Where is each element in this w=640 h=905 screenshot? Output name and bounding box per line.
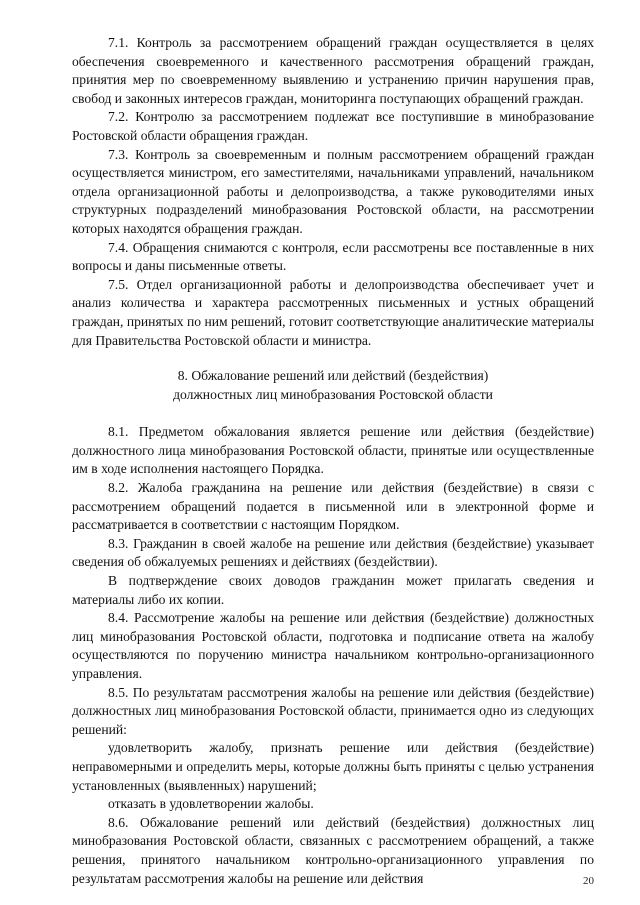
section-8-heading-line-1: 8. Обжалование решений или действий (бездействия) xyxy=(177,368,489,384)
document-page xyxy=(72,34,594,888)
section-8-heading-line-2: должностных лиц минобразования Ростовской области xyxy=(173,386,493,402)
paragraph-8-4: 8.4. Рассмотрение жалобы на решение или действия (бездействие) должностных лиц минобразования Ростовской области, подготовка и подписание ответа на жалобу осуществляются по поручению министра начальником контрольно-организационного управления. xyxy=(72,610,594,681)
paragraph-7-3: 7.3. Контроль за своевременным и полным рассмотрением обращений граждан осуществляется министром, его заместителями, начальниками управлений, начальником отдела организационной работы и делопроизводства, а также руководителями иных структурных подразделений минобразования Ростовской области, на рассмотрении которых находятся обращения граждан. xyxy=(72,146,594,236)
paragraph-8-3-note: В подтверждение своих доводов гражданин может прилагать сведения и материалы либо их копии. xyxy=(72,573,594,607)
paragraph-7-4: 7.4. Обращения снимаются с контроля, если рассмотрены все поставленные в них вопросы и даны письменные ответы. xyxy=(72,239,594,274)
page-number: 20 xyxy=(583,875,594,887)
section-8-heading xyxy=(72,367,594,404)
paragraph-8-6: 8.6. Обжалование решений или действий (бездействия) должностных лиц минобразования Ростовской области, связанных с рассмотрением обращений, а также решения, принятого начальником контрольно-организационного управления по результатам рассмотрения жалобы на решение или действия xyxy=(72,814,594,886)
paragraph-8-5-option-2: отказать в удовлетворении жалобы. xyxy=(108,796,314,812)
paragraph-8-5: 8.5. По результатам рассмотрения жалобы на решение или действия (бездействие) должностных лиц минобразования Ростовской области, принимается одно из следующих решений: xyxy=(72,684,594,737)
paragraph-8-1: 8.1. Предметом обжалования является решение или действия (бездействие) должностного лица минобразования Ростовской области, принятые или осуществленные им в ходе исполнения настоящего Порядка. xyxy=(72,424,594,477)
paragraph-8-3: 8.3. Гражданин в своей жалобе на решение или действия (бездействие) указывает сведения об обжалуемых решениях и действиях (бездействии). xyxy=(72,535,594,570)
paragraph-7-5: 7.5. Отдел организационной работы и делопроизводства обеспечивает учет и анализ количества и характера рассмотренных письменных и устных обращений граждан, принятых по ним решений, готовит соответствующие аналитические материалы для Правительства Ростовской области и министра. xyxy=(72,276,594,348)
paragraph-7-1: 7.1. Контроль за рассмотрением обращений граждан осуществляется в целях обеспечения своевременного и качественного рассмотрения обращений граждан, принятия мер по своевременному выявлению и устранению причин нарушения прав, свобод и законных интересов граждан, мониторинга поступающих обращений граждан. xyxy=(72,35,594,106)
paragraph-8-2: 8.2. Жалоба гражданина на решение или действия (бездействие) в связи с рассмотрением обращений подается в письменной или в электронной форме и рассматривается в соответствии с настоящим Порядком. xyxy=(72,480,594,533)
paragraph-8-5-option-1: удовлетворить жалобу, признать решение или действия (бездействие) неправомерными и определить меры, которые должны быть приняты с целью устранения установленных (выявленных) нарушений; xyxy=(72,740,594,793)
paragraph-7-2: 7.2. Контролю за рассмотрением подлежат все поступившие в минобразование Ростовской области обращения граждан. xyxy=(72,109,594,143)
